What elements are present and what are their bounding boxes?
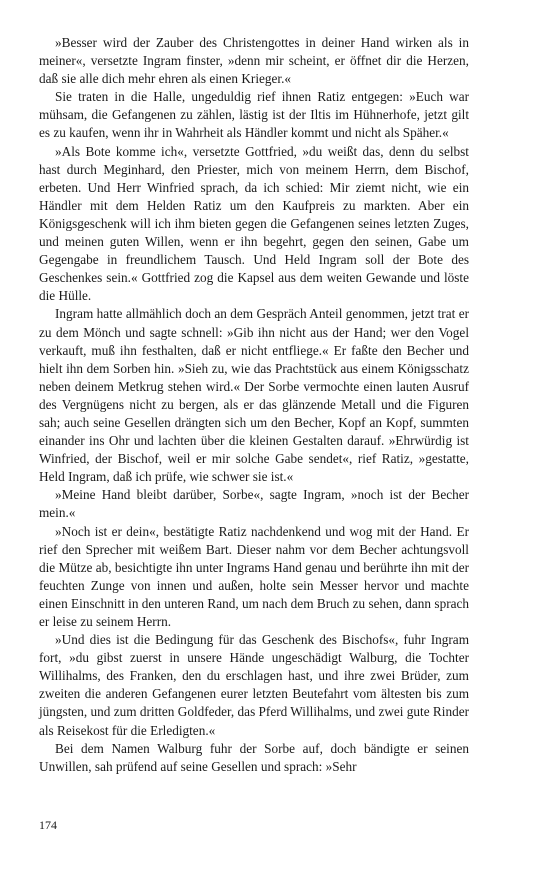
paragraph-5: »Meine Hand bleibt darüber, Sorbe«, sagte Ingram, »noch ist der Becher mein.« — [39, 487, 469, 521]
paragraph-6: »Noch ist er dein«, bestätigte Ratiz nachdenkend und wog mit der Hand. Er rief den Sprecher mit weißem Bart. Dieser nahm vor dem Becher achtungsvoll die Mütze ab, besichtigte ihn unter Ingrams Hand genau und berührte ihn mit der feuchten Zunge von innen und außen, holte sein Messer hervor und machte einen Einschnitt in den unteren Rand, um nach dem Bruch zu sehen, dann sprach er leise zu seinem Herrn. — [39, 523, 469, 629]
paragraph-1: »Besser wird der Zauber des Christengottes in deiner Hand wirken als in meiner«, versetzte Ingram finster, »denn mir scheint, er öffnet dir die Herzen, daß sie alle dich mehr ehren als einen Krieger.« — [39, 35, 469, 87]
paragraph-4: Ingram hatte allmählich doch an dem Gespräch Anteil genommen, jetzt trat er zu dem Mönch und sagte schnell: »Gib ihn nicht aus der Hand; wer den Vogel verkauft, muß ihn festhalten, daß er nicht entfliege.« Er faßte den Becher und hielt ihn dem Sorben hin. »Sieh zu, wie das Prachtstück aus einem Königsschatz neben deinem Metkrug stehen wird.« Der Sorbe vermochte einen lauten Ausruf des Vergnügens nicht zu bergen, als er das glänzende Metall und die Figuren sah; auch seine Gesellen drängten sich um den Becher, Kopf an Kopf, summten einander ins Ohr und lachten über die kleinen Gestalten darauf. »Ehrwürdig ist Winfried, der Bischof, weil er mir solche Gabe sendet«, rief Ratiz, »gestatte, Held Ingram, daß ich prüfe, wie schwer sie ist.« — [39, 306, 469, 485]
paragraph-3: »Als Bote komme ich«, versetzte Gottfried, »du weißt das, denn du selbst hast durch Meginhard, den Priester, mich von meinem Herrn, dem Bischof, erbeten. Und Herr Winfried sprach, da ich schied: Mir ziemt nicht, wie ein Händler mit dem Helden Ratiz um den Kaufpreis zu markten. Aber ein Königsgeschenk will ich ihm bieten gegen die Gefangenen seines letzten Zuges, und meinen guten Willen, wenn er ihn begehrt, gegen den seinen, Gabe um Gegengabe in freundlichem Tausch. Und Held Ingram soll der Bote des Geschenkes sein.« Gottfried zog die Kapsel aus dem weiten Gewande und löste die Hülle. — [39, 143, 469, 304]
paragraph-7: »Und dies ist die Bedingung für das Geschenk des Bischofs«, fuhr Ingram fort, »du gibst zuerst in unsere Hände ungeschädigt Walburg, die Tochter Willihalms, des Franken, den du erschlagen hast, und ihre zwei Brüder, zum zweiten die anderen Gefangenen eurer letzten Beutefahrt vom ältesten bis zum jüngsten, und zum dritten Goldfeder, das Pferd Willihalms, und zwei gute Rinder als Reisekost für die Erledigten.« — [39, 632, 469, 738]
paragraph-8: Bei dem Namen Walburg fuhr der Sorbe auf, doch bändigte er seinen Unwillen, sah prüfend auf seine Gesellen und sprach: »Sehr — [39, 740, 469, 774]
paragraph-2: Sie traten in die Halle, ungeduldig rief ihnen Ratiz entgegen: »Euch war mühsam, die Gefangenen zu zählen, lästig ist der Iltis im Hühnerhofe, jetzt gilt es zu kaufen, wenn ihr in Wahrheit als Händler kommt und nicht als Späher.« — [39, 89, 469, 141]
page-number: 174 — [39, 818, 57, 832]
page-body — [39, 34, 469, 776]
